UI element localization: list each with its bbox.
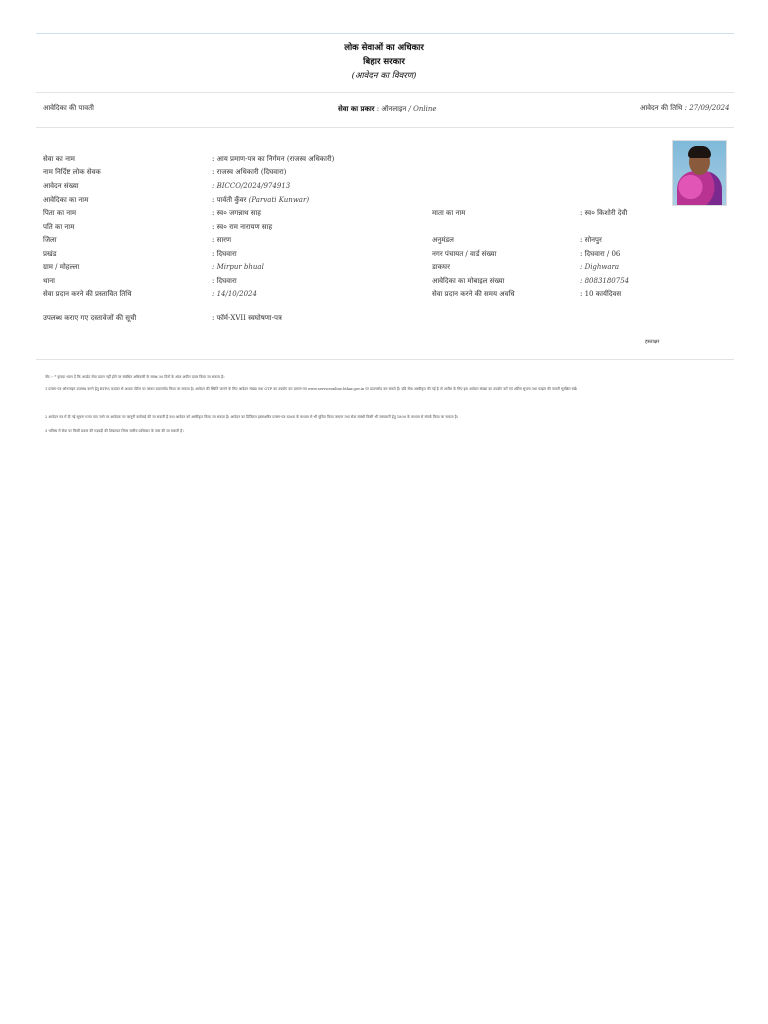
father-name-value: : स्व० जगन्नाथ साह	[212, 209, 261, 217]
note-0: नोट :- * कृपया ध्यान दें कि अपडेट सेवा प्रदान नहीं होने पर संबंधित अधिकारी के समक्ष 30 दिनों के अंदर अपील दायर किया जा सकता है।	[45, 375, 225, 379]
proposed-date-label: सेवा प्रदान करने की प्रस्तावित तिथि	[43, 290, 132, 298]
ward-label: नगर पंचायत / वार्ड संख्या	[432, 250, 497, 258]
applicant-name-value	[212, 195, 309, 205]
post-office-label: डाकघर	[432, 263, 450, 271]
application-number-text: : BICCO/2024/974913	[212, 182, 291, 190]
note-3: 3 भविष्य में सेवा पर किसी प्रकार की गड़बड़ी की शिकायत जिला स्तरीय प्राधिकार के पास की जा सकती है।	[45, 429, 184, 433]
thana-value: : दिघवारा	[212, 277, 237, 285]
time-limit-value: : 10 कार्यदिवस	[580, 290, 622, 298]
officer-value: : राजस्व अधिकारी (दिघवारा)	[212, 168, 287, 176]
documents-label: उपलब्ध कराए गए दस्तावेजों की सूची	[43, 314, 137, 322]
husband-name-value: : स्व० राम नारायण साह	[212, 223, 273, 231]
time-limit-label: सेवा प्रदान करने की समय अवधि	[432, 290, 515, 298]
photo-sari-shape	[677, 171, 722, 206]
application-date	[640, 104, 730, 113]
block-value: : दिघवारा	[212, 250, 237, 258]
application-number-value	[212, 181, 290, 191]
service-name-value: : आय प्रमाण-पत्र का निर्गमन (राजस्व अधिकारी)	[212, 155, 335, 163]
header-subtitle: (आवेदन का विवरण)	[351, 71, 417, 81]
application-date-value: : 27/09/2024	[684, 104, 730, 112]
service-name-label: सेवा का नाम	[43, 155, 75, 163]
block-label: प्रखंड	[43, 250, 57, 258]
application-date-label: आवेदन की तिथि	[640, 104, 683, 112]
service-type-en: / Online	[408, 105, 437, 113]
subdivision-value: : सोनपुर	[580, 236, 602, 244]
divider	[36, 359, 734, 360]
applicant-name-label: आवेदिका का नाम	[43, 196, 89, 204]
subdivision-label: अनुमंडल	[432, 236, 454, 244]
application-number-label: आवेदन संख्या	[43, 182, 79, 190]
divider	[36, 92, 734, 93]
district-label: जिला	[43, 236, 57, 244]
signature-label: हस्ताक्षर	[645, 339, 660, 345]
header-title: लोक सेवाओं का अधिकार	[344, 43, 424, 53]
mother-name-value: : स्व० किशोरी देवी	[580, 209, 628, 217]
proposed-date-text: : 14/10/2024	[212, 290, 257, 298]
district-value: : सारण	[212, 236, 232, 244]
applicant-name-english: (Parvati Kunwar)	[248, 196, 310, 204]
top-border	[36, 33, 734, 34]
father-name-label: पिता का नाम	[43, 209, 77, 217]
note-2: 2 आवेदन पत्र में दी गई सूचना गलत पाए जाने पर आवेदक पर कानूनी कार्रवाई की जा सकती है तथा आवेदन को अस्वीकृत किया जा सकता है। आवेदन का डिजिटल हस्ताक्षरित प्रमाण-पत्र SMS के माध्यम से भी सूचित किया जाएगा तथा सेवा संबंधी किसी भी जानकारी हेतु 1800 के माध्यम से संपर्क किया जा सकता है।	[45, 415, 458, 419]
mobile-text: : 8083180754	[580, 277, 630, 285]
post-office-text: : Dighwara	[580, 263, 620, 271]
proposed-date-value	[212, 289, 257, 299]
applicant-name-hindi: : पार्वती कुँवर	[212, 196, 247, 204]
document-header	[0, 41, 768, 83]
village-label: ग्राम / मोहल्ला	[43, 263, 80, 271]
note-1: 1 प्रमाण-पत्र ऑनलाइन उपलब्ध करने हेतु RTPS काउंटर से अथवा पोर्टल पर जाकर डाउनलोड किया जा सकता है। आवेदन की स्थिति जानने के लिए आवेदन संख्या तथा OTP का उपयोग कर प्रमाण-पत्र www.serviceonline.bihar.gov.in पर डाउनलोड कर सकते हैं। यदि सेवा अस्वीकृत की गई है तो अपील के लिए इस आवेदन संख्या का उपयोग करें एवं अंतिम सूचना तथा फाइल की पावती सुरक्षित रखें।	[45, 387, 578, 391]
photo-hair-shape	[688, 146, 711, 158]
village-value	[212, 262, 264, 272]
mother-name-label: माता का नाम	[432, 209, 466, 217]
service-type	[338, 104, 437, 114]
village-text: : Mirpur bhual	[212, 263, 264, 271]
mobile-value	[580, 276, 629, 286]
header-government: बिहार सरकार	[363, 57, 405, 67]
post-office-value	[580, 262, 619, 272]
ward-value: : दिघवारा / 06	[580, 250, 621, 258]
service-type-label: सेवा का प्रकार	[338, 104, 375, 113]
thana-label: थाना	[43, 277, 55, 285]
applicant-photo	[672, 140, 727, 206]
officer-label: नाम निर्दिष्ट लोक सेवक	[43, 168, 101, 176]
husband-name-label: पति का नाम	[43, 223, 75, 231]
acknowledgement-label: आवेदिका की पावती	[43, 104, 94, 112]
documents-value: : फॉर्म-XVII स्वघोषणा-पत्र	[212, 314, 282, 322]
mobile-label: आवेदिका का मोबाइल संख्या	[432, 277, 505, 285]
service-type-value: : ऑनलाइन	[376, 105, 407, 113]
divider	[36, 127, 734, 128]
